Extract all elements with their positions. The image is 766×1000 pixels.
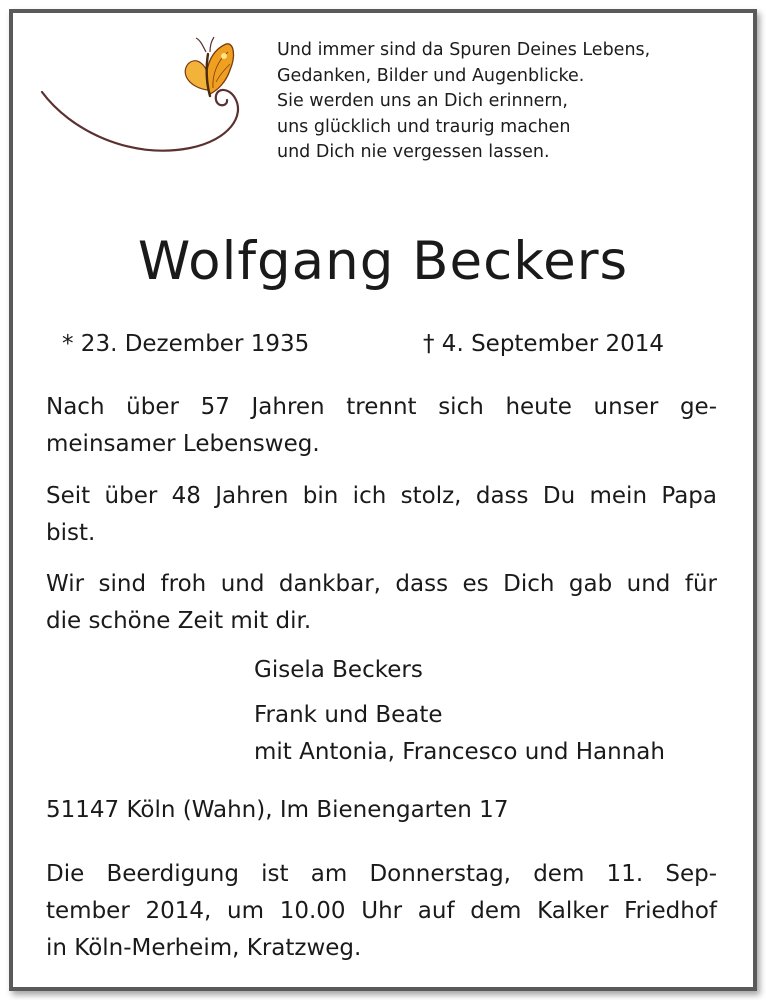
paragraph-line: meinsamer Lebensweg. bbox=[46, 431, 320, 457]
poem-line: uns glücklich und traurig machen bbox=[277, 116, 571, 137]
signature-line: Frank und Beate bbox=[254, 702, 443, 728]
death-date: † 4. September 2014 bbox=[423, 331, 665, 357]
paragraph bbox=[46, 478, 717, 552]
funeral-line: in Köln-Merheim, Kratzweg. bbox=[46, 935, 362, 961]
poem-line: Und immer sind da Spuren Deines Lebens, bbox=[277, 40, 651, 60]
paragraph bbox=[46, 389, 717, 463]
poem-line: Sie werden uns an Dich erinnern, bbox=[277, 91, 568, 111]
signature-line: Gisela Beckers bbox=[254, 657, 423, 683]
paragraph-line: Wir sind froh und dankbar, dass es Dich gab und für bbox=[46, 571, 717, 597]
paragraph-line: Seit über 48 Jahren bin ich stolz, dass Du mein Papa bbox=[46, 483, 717, 509]
butterfly-icon bbox=[30, 30, 255, 165]
paragraph-line: bist. bbox=[46, 520, 96, 546]
deceased-name: Wolfgang Beckers bbox=[137, 231, 629, 292]
poem bbox=[277, 38, 727, 166]
paragraph bbox=[46, 566, 717, 640]
funeral-line: Die Beerdigung ist am Donnerstag, dem 11. Sep- bbox=[46, 861, 717, 887]
poem-line: Gedanken, Bilder und Augenblicke. bbox=[277, 65, 585, 86]
address: 51147 Köln (Wahn), Im Bienengarten 17 bbox=[46, 797, 509, 823]
signature-line: mit Antonia, Francesco und Hannah bbox=[254, 739, 665, 765]
paragraph-line: Nach über 57 Jahren trennt sich heute unser ge- bbox=[46, 394, 717, 420]
birth-date: * 23. Dezember 1935 bbox=[62, 331, 310, 357]
funeral-line: tember 2014, um 10.00 Uhr auf dem Kalker Friedhof bbox=[46, 898, 717, 924]
funeral-notice bbox=[46, 856, 717, 967]
paragraph-line: die schöne Zeit mit dir. bbox=[46, 608, 312, 634]
poem-line: und Dich nie vergessen lassen. bbox=[277, 142, 550, 162]
